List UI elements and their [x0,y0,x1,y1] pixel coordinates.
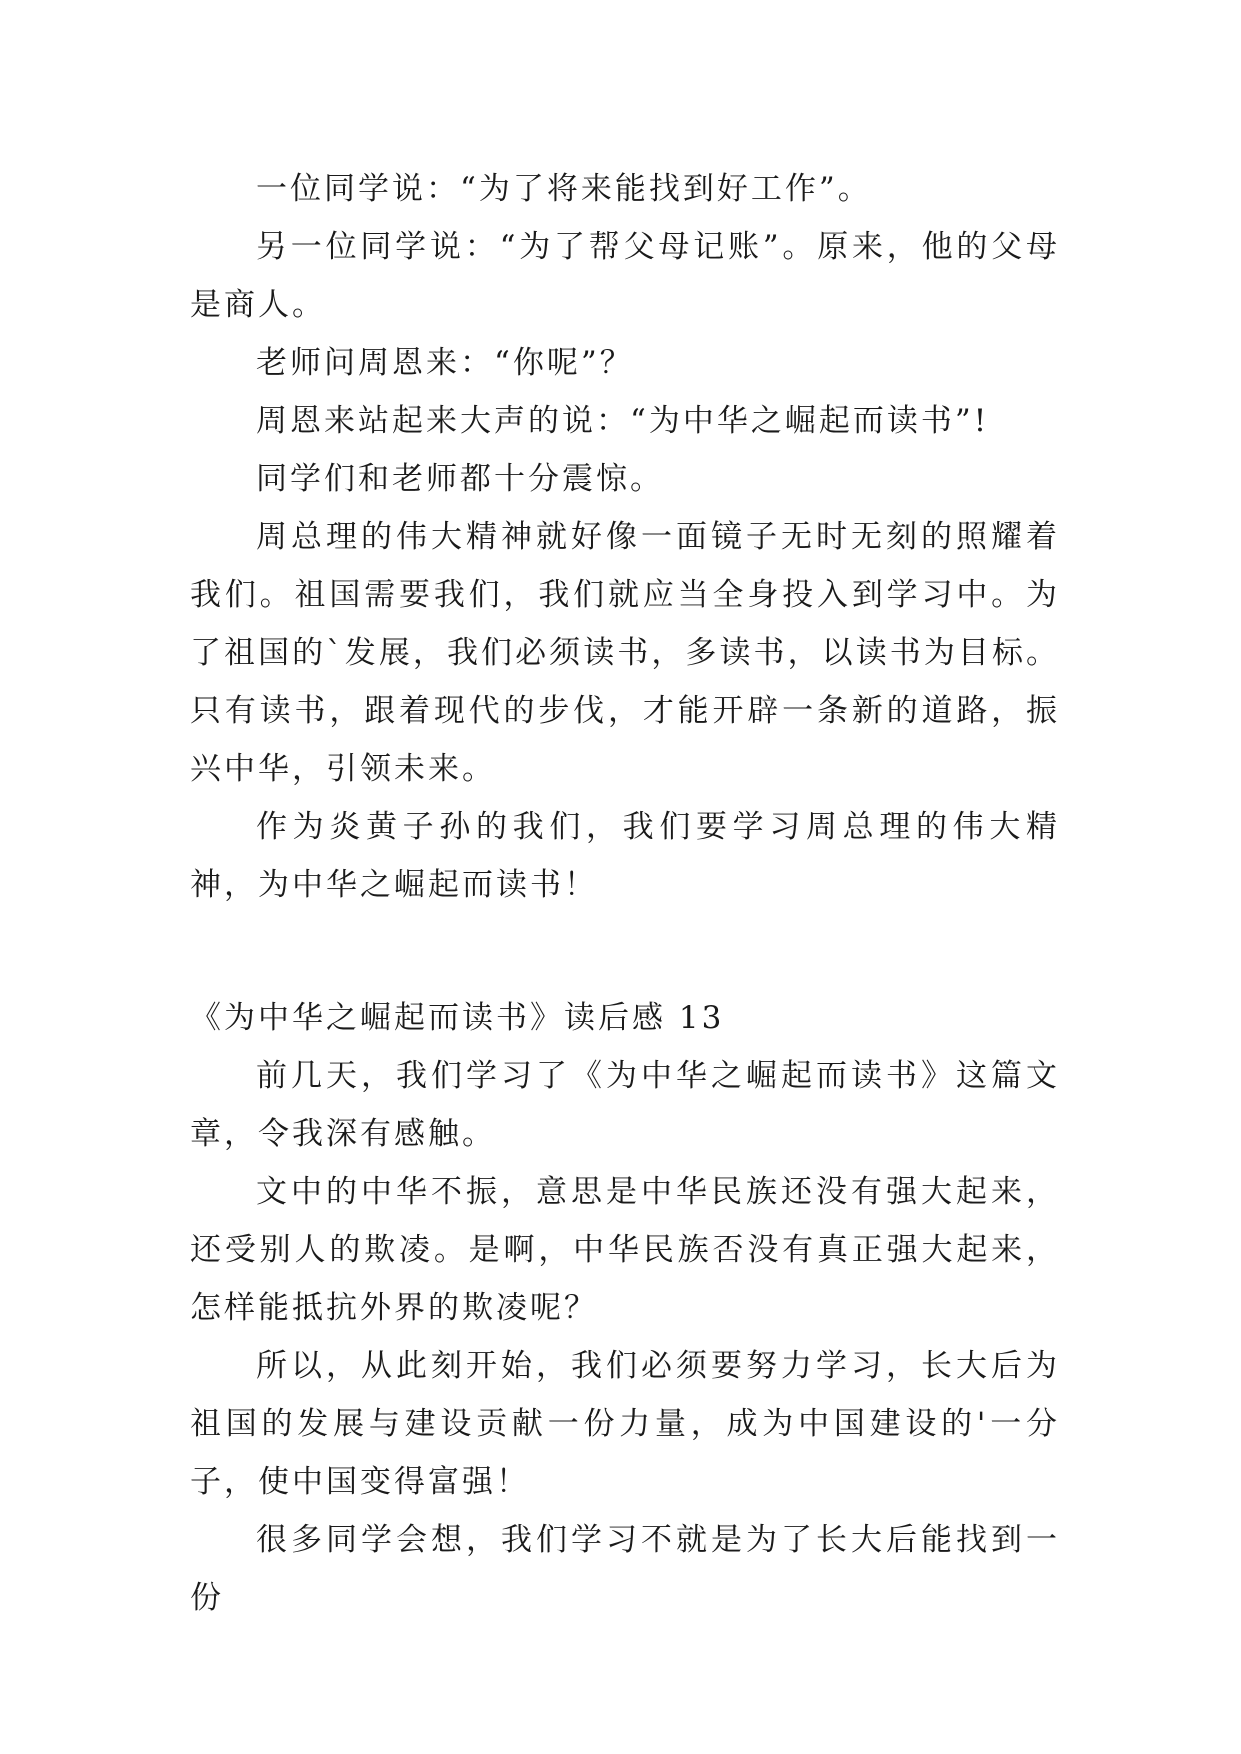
section-title: 《为中华之崛起而读书》读后感 13 [190,1000,725,1036]
paragraph: 所以，从此刻开始，我们必须要努力学习，长大后为祖国的发展与建设贡献一份力量，成为中国建设的'一分子，使中国变得富强！ [190,1348,1060,1500]
paragraph: 老师问周恩来：“你呢”？ [256,345,634,381]
paragraph: 前几天，我们学习了《为中华之崛起而读书》这篇文章，令我深有感触。 [190,1058,1060,1152]
paragraph: 周总理的伟大精神就好像一面镜子无时无刻的照耀着我们。祖国需要我们，我们就应当全身投入到学习中。为了祖国的`发展，我们必须读书，多读书，以读书为目标。只有读书，跟着现代的步伐，才能开辟一条新的道路，振兴中华，引领未来。 [190,519,1060,787]
section-spacer [190,914,1060,989]
paragraph: 同学们和老师都十分震惊。 [256,461,664,497]
document-body [190,160,1060,1627]
paragraph: 作为炎黄子孙的我们，我们要学习周总理的伟大精神，为中华之崛起而读书！ [190,809,1060,903]
paragraph: 另一位同学说：“为了帮父母记账”。原来，他的父母是商人。 [190,229,1060,323]
paragraph: 一位同学说：“为了将来能找到好工作”。 [256,171,872,207]
paragraph: 文中的中华不振，意思是中华民族还没有强大起来，还受别人的欺凌。是啊，中华民族否没有真正强大起来，怎样能抵抗外界的欺凌呢？ [190,1174,1060,1326]
paragraph: 周恩来站起来大声的说：“为中华之崛起而读书”! [256,403,990,439]
paragraph: 很多同学会想，我们学习不就是为了长大后能找到一份 [190,1522,1060,1616]
